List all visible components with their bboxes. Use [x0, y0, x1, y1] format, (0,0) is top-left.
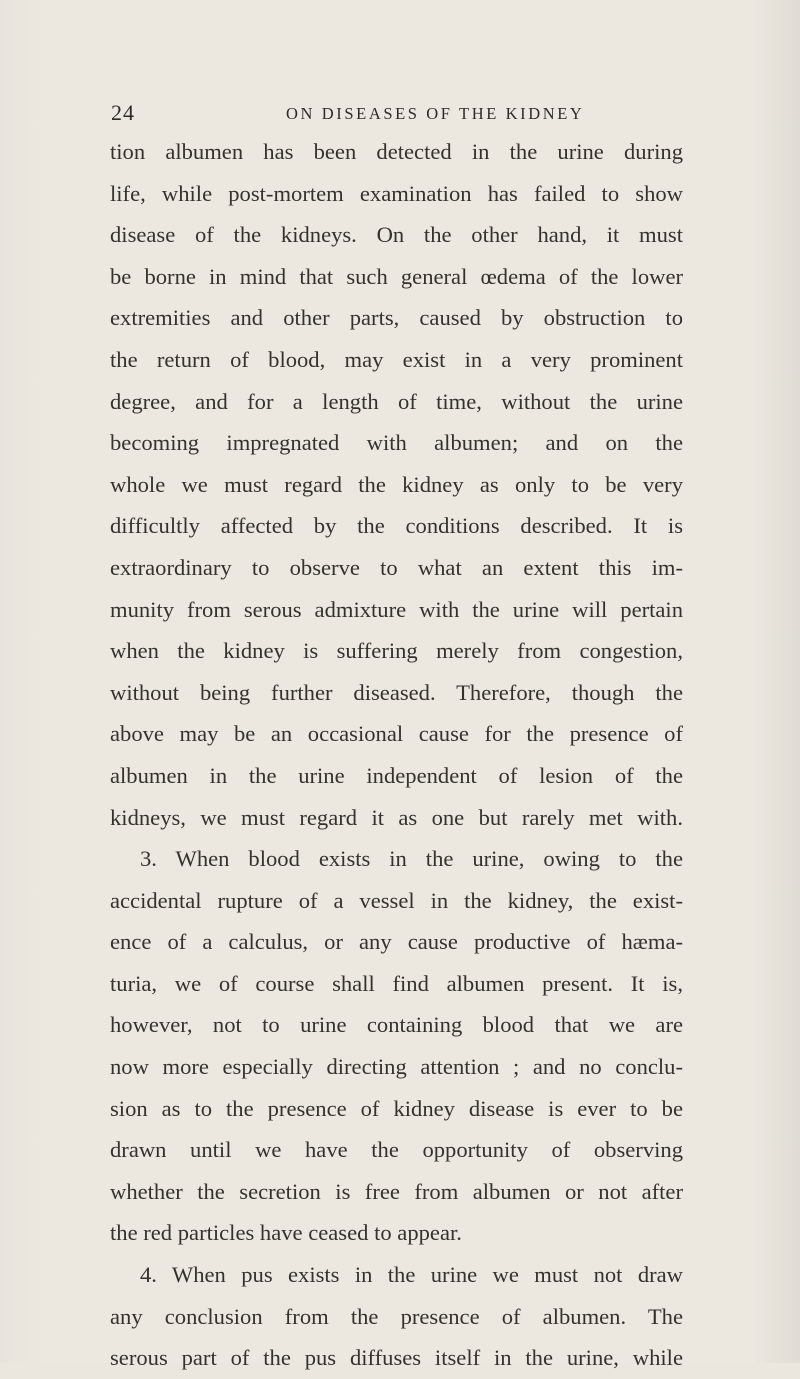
text-line: when the kidney is suffering merely from congestion, [110, 638, 683, 664]
text-line: whole we must regard the kidney as only to be very [110, 471, 683, 497]
text-line: extremities and other parts, caused by obstruction to [110, 305, 683, 331]
running-head: ON DISEASES OF THE KIDNEY [286, 104, 585, 123]
text-line: whether the secretion is free from albumen or not after [110, 1178, 683, 1204]
text-line: difficultly affected by the conditions described. It is [110, 513, 683, 539]
text-line: without being further diseased. Therefore, though the [110, 679, 683, 705]
text-line: life, while post-mortem examination has failed to show [110, 180, 683, 206]
text-line: above may be an occasional cause for the presence of [110, 721, 683, 747]
text-line: be borne in mind that such general œdema of the lower [110, 263, 683, 289]
page-header [0, 100, 800, 134]
text-line: the return of blood, may exist in a very prominent [110, 346, 683, 372]
text-line: serous part of the pus diffuses itself in the urine, while [110, 1345, 683, 1371]
text-line: tion albumen has been detected in the urine during [110, 139, 683, 164]
text-line: kidneys, we must regard it as one but rarely met with. [110, 804, 683, 830]
paragraph-end-line: the red particles have ceased to appear. [110, 1220, 462, 1246]
paragraph-start-line: 4. When pus exists in the urine we must not draw [140, 1262, 683, 1288]
text-line: any conclusion from the presence of albumen. The [110, 1303, 683, 1329]
text-line: albumen in the urine independent of lesion of the [110, 762, 683, 788]
text-line: now more especially directing attention ; and no conclu- [110, 1054, 683, 1080]
text-line: degree, and for a length of time, without the urine [110, 388, 683, 414]
body-text [110, 131, 683, 1379]
text-line: accidental rupture of a vessel in the kidney, the exist- [110, 887, 683, 913]
text-line: ence of a calculus, or any cause productive of hæma- [110, 929, 683, 955]
text-line: sion as to the presence of kidney disease is ever to be [110, 1095, 683, 1121]
text-line: becoming impregnated with albumen; and on the [110, 430, 683, 456]
text-line: extraordinary to observe to what an extent this im- [110, 554, 683, 580]
text-line: drawn until we have the opportunity of observing [110, 1137, 683, 1163]
text-line: turia, we of course shall find albumen present. It is, [110, 970, 683, 996]
text-line: munity from serous admixture with the urine will pertain [110, 596, 683, 622]
page-number: 24 [111, 100, 135, 125]
text-line: however, not to urine containing blood that we are [110, 1012, 683, 1038]
paragraph-start-line: 3. When blood exists in the urine, owing to the [140, 846, 683, 872]
text-line: disease of the kidneys. On the other hand, it must [110, 222, 683, 248]
